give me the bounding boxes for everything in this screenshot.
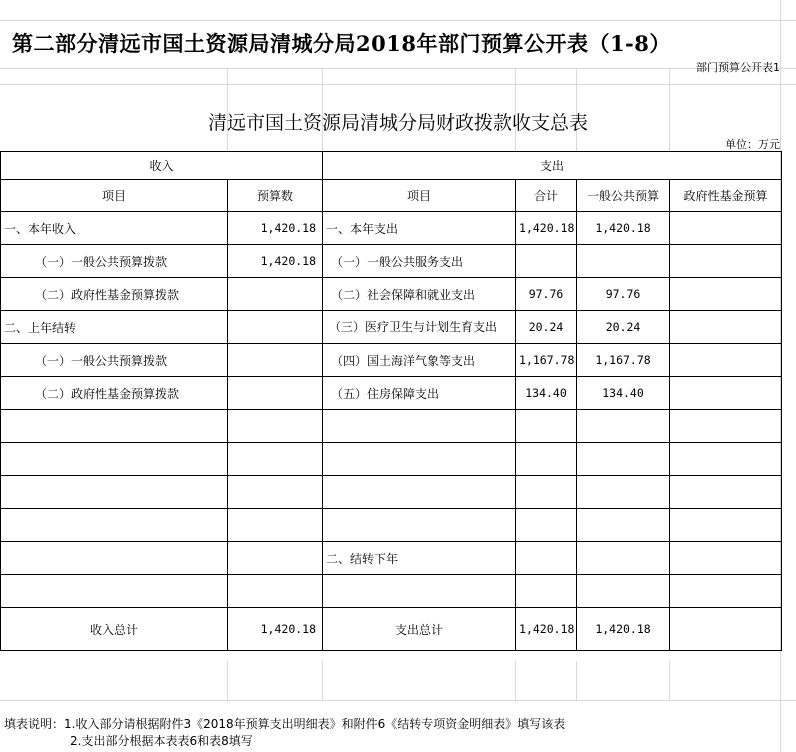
unit-label: 单位：万元: [725, 138, 780, 151]
column-header-row: [1, 180, 782, 212]
expense-fund: [670, 476, 782, 509]
expense-total: [516, 410, 577, 443]
expense-item: [323, 575, 516, 608]
income-amount: [228, 344, 323, 377]
income-amount: [228, 575, 323, 608]
expense-fund: [670, 377, 782, 410]
expense-total: [516, 542, 577, 575]
income-amount: [228, 542, 323, 575]
expense-general: [577, 542, 670, 575]
income-total-label: 收入总计: [1, 608, 228, 651]
expense-fund: [670, 278, 782, 311]
expense-total: [516, 575, 577, 608]
col-header-total: 合计: [516, 180, 577, 212]
expense-item: （五）住房保障支出: [323, 377, 516, 410]
income-amount: [228, 443, 323, 476]
expense-total-amount: 1,420.18: [516, 608, 577, 651]
table-row: [1, 476, 782, 509]
income-amount: [228, 278, 323, 311]
expense-total-label: 支出总计: [323, 608, 516, 651]
expense-total: 134.40: [516, 377, 577, 410]
expense-fund-total: [670, 608, 782, 651]
gridline: [0, 84, 796, 85]
expense-item: 二、结转下年: [323, 542, 516, 575]
table-title: 清远市国土资源局清城分局财政拨款收支总表: [207, 112, 588, 134]
expense-general: [577, 443, 670, 476]
income-amount: [228, 377, 323, 410]
expense-total: [516, 245, 577, 278]
expense-fund: [670, 245, 782, 278]
gridline: [515, 661, 516, 701]
gridline: [322, 661, 323, 701]
income-amount: 1,420.18: [228, 212, 323, 245]
expense-general: 1,167.78: [577, 344, 670, 377]
gridline: [669, 661, 670, 701]
expense-fund: [670, 344, 782, 377]
table-row: [1, 575, 782, 608]
expense-general: [577, 245, 670, 278]
col-header-fund: 政府性基金预算: [670, 180, 782, 212]
note-line-1: 填表说明：1.收入部分请根据附件3《2018年预算支出明细表》和附件6《结转专项资金明细表》填写该表: [4, 717, 566, 731]
expense-fund: [670, 410, 782, 443]
table-row: [1, 311, 782, 344]
income-item: [1, 410, 228, 443]
income-amount: [228, 476, 323, 509]
gridline: [0, 700, 796, 701]
expense-total: 20.24: [516, 311, 577, 344]
col-header-budget: 预算数: [228, 180, 323, 212]
table-row: [1, 212, 782, 245]
expense-fund: [670, 443, 782, 476]
income-item: [1, 476, 228, 509]
expense-total: 1,420.18: [516, 212, 577, 245]
expense-item: （三）医疗卫生与计划生育支出: [323, 311, 516, 344]
note-line-2: 2.支出部分根据本表表6和表8填写: [70, 734, 253, 748]
document-title: 第二部分清远市国土资源局清城分局2018年部门预算公开表（1-8）: [12, 31, 671, 56]
total-row: [1, 608, 782, 651]
income-item: （二）政府性基金预算拨款: [1, 377, 228, 410]
income-item: 二、上年结转: [1, 311, 228, 344]
expense-item: [323, 410, 516, 443]
expense-fund: [670, 509, 782, 542]
income-item: [1, 443, 228, 476]
expense-header: 支出: [323, 152, 782, 180]
expense-item: （二）社会保障和就业支出: [323, 278, 516, 311]
expense-general-total: 1,420.18: [577, 608, 670, 651]
table-row: [1, 377, 782, 410]
expense-total: 1,167.78: [516, 344, 577, 377]
income-item: 一、本年收入: [1, 212, 228, 245]
expense-total: [516, 443, 577, 476]
gridline: [227, 661, 228, 701]
table-row: [1, 443, 782, 476]
budget-table: [0, 151, 782, 651]
income-item: [1, 575, 228, 608]
expense-fund: [670, 542, 782, 575]
table-row: [1, 278, 782, 311]
table-row: [1, 509, 782, 542]
expense-fund: [670, 212, 782, 245]
expense-item: （四）国土海洋气象等支出: [323, 344, 516, 377]
expense-fund: [670, 575, 782, 608]
income-item: （一）一般公共预算拨款: [1, 344, 228, 377]
income-header: 收入: [1, 152, 323, 180]
income-amount: [228, 311, 323, 344]
table-header-row: [1, 152, 782, 180]
income-amount: 1,420.18: [228, 245, 323, 278]
expense-general: 97.76: [577, 278, 670, 311]
income-item: （一）一般公共预算拨款: [1, 245, 228, 278]
table-row: [1, 344, 782, 377]
expense-total: [516, 509, 577, 542]
table-row: [1, 245, 782, 278]
expense-total: 97.76: [516, 278, 577, 311]
expense-general: [577, 509, 670, 542]
expense-item: [323, 443, 516, 476]
expense-item: （一）一般公共服务支出: [323, 245, 516, 278]
expense-general: [577, 575, 670, 608]
expense-general: 1,420.18: [577, 212, 670, 245]
col-header-expense-item: 项目: [323, 180, 516, 212]
expense-item: 一、本年支出: [323, 212, 516, 245]
table-row: [1, 542, 782, 575]
income-total-amount: 1,420.18: [228, 608, 323, 651]
col-header-general: 一般公共预算: [577, 180, 670, 212]
form-number: 部门预算公开表1: [696, 61, 780, 74]
income-amount: [228, 410, 323, 443]
expense-general: [577, 410, 670, 443]
gridline: [576, 661, 577, 701]
table-row: [1, 410, 782, 443]
expense-general: [577, 476, 670, 509]
gridline: [0, 20, 796, 21]
income-item: （二）政府性基金预算拨款: [1, 278, 228, 311]
expense-item: [323, 509, 516, 542]
expense-item: [323, 476, 516, 509]
expense-fund: [670, 311, 782, 344]
income-item: [1, 509, 228, 542]
expense-general: 20.24: [577, 311, 670, 344]
expense-total: [516, 476, 577, 509]
col-header-income-item: 项目: [1, 180, 228, 212]
income-amount: [228, 509, 323, 542]
gridline: [0, 68, 796, 69]
income-item: [1, 542, 228, 575]
notes: [4, 716, 565, 750]
expense-general: 134.40: [577, 377, 670, 410]
